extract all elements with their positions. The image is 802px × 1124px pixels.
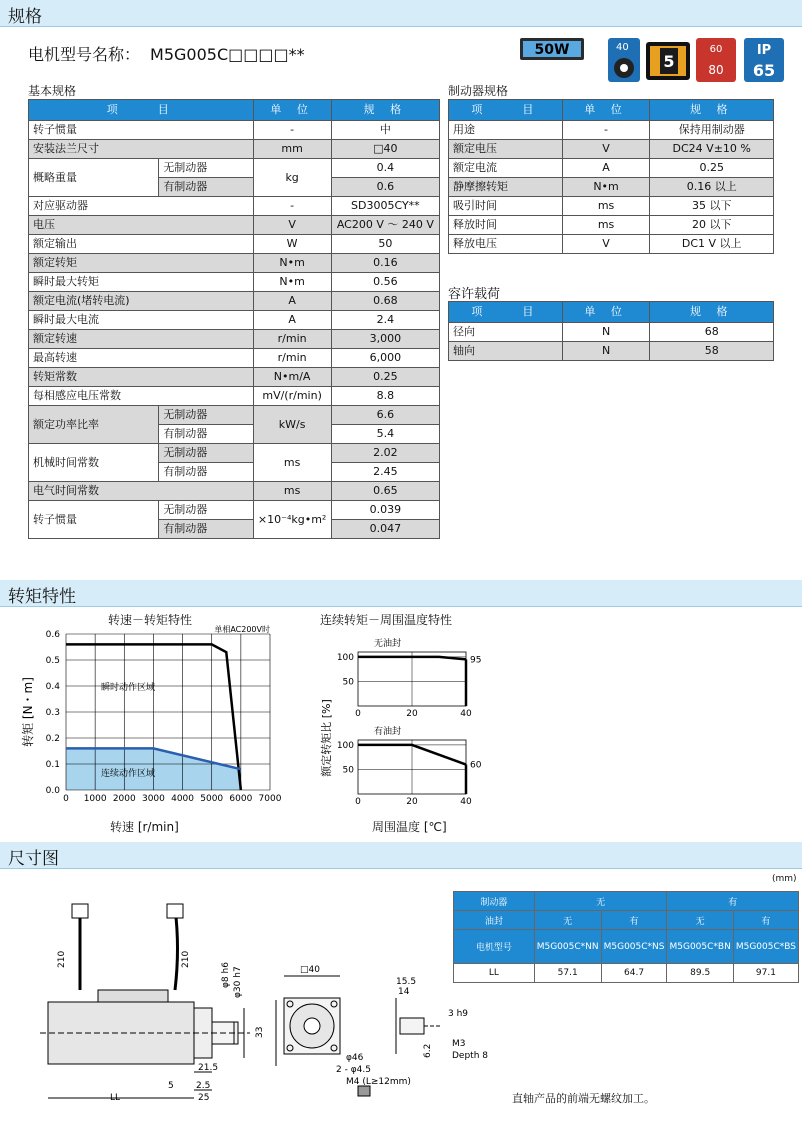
- badge-b3: 60: [709, 44, 723, 55]
- section-header-torque: [0, 580, 802, 607]
- section-title: 尺寸图: [8, 849, 59, 869]
- power-badge-icon: [520, 38, 584, 60]
- table-row: LL 57.1 64.7 89.5 97.1: [454, 964, 799, 983]
- dim-2-5: 2.5: [196, 1081, 211, 1091]
- table-header-row: [29, 100, 440, 121]
- chart-note: 单相AC200V时: [214, 625, 270, 634]
- y-tick-label: 50: [342, 765, 354, 776]
- load-table: [448, 301, 774, 361]
- chart1-title: 转速－转矩特性: [108, 613, 193, 627]
- end-value-label: 95: [470, 655, 482, 666]
- brake-spec-table: [448, 99, 774, 254]
- y-tick-label: 0.2: [45, 734, 60, 744]
- continuous-region-label: 连续动作区域: [100, 768, 155, 779]
- table-row: 最高转速 r/min 6,000: [29, 349, 440, 368]
- ip-badge-icon: [744, 38, 784, 82]
- table-row: 额定电压 V DC24 V±10 %: [449, 140, 774, 159]
- table-row: 释放电压 V DC1 V 以上: [449, 235, 774, 254]
- dim-6-2: 6.2: [423, 1043, 433, 1058]
- table-row: 电机型号 M5G005C*NN M5G005C*NS M5G005C*BN M5G005C*BS: [454, 930, 799, 964]
- unit-note: (mm): [772, 874, 797, 884]
- dim-210b: 210: [181, 950, 191, 968]
- dimension-table: [453, 891, 799, 983]
- table-row: 对应驱动器 - SD3005CY**: [29, 197, 440, 216]
- size-badge-icon: [696, 38, 736, 82]
- section-header-dims: [0, 842, 802, 869]
- y-axis-label: 转矩 [N・m]: [21, 677, 35, 747]
- badge-b4: IP: [756, 43, 772, 58]
- x-tick-label: 1000: [83, 794, 107, 804]
- x-tick-label: 20: [406, 797, 418, 807]
- temp-torque-chart: [318, 628, 498, 812]
- end-value-label: 60: [470, 760, 482, 771]
- table-row: 转子惯量 无制动器 ×10⁻⁴kg•m² 0.039: [29, 501, 440, 520]
- x-tick-label: 40: [460, 709, 472, 719]
- dims-note: 直轴产品的前端无螺纹加工。: [512, 1092, 655, 1105]
- header-value: 规 格: [331, 100, 439, 121]
- dim-210a: 210: [57, 950, 67, 968]
- table-row: 瞬时最大转矩 N•m 0.56: [29, 273, 440, 292]
- inertia-badge-icon: [646, 42, 690, 80]
- load-caption: 容许载荷: [448, 287, 501, 302]
- dim-hole: 2 - φ4.5: [336, 1065, 371, 1075]
- dim-5: 5: [168, 1081, 174, 1091]
- model-value: M5G005C□□□□**: [150, 45, 305, 64]
- chart1-xlabel: 转速 [r/min]: [110, 820, 179, 834]
- header-unit: 单 位: [253, 100, 331, 121]
- rating-badges: [520, 36, 790, 86]
- dim-21-5: 21.5: [198, 1063, 219, 1073]
- table-row: 机械时间常数 无制动器 ms 2.02: [29, 444, 440, 463]
- y-tick-label: 0.3: [45, 708, 60, 718]
- x-tick-label: 40: [460, 797, 472, 807]
- table-row: 电压 V AC200 V ～ 240 V: [29, 216, 440, 235]
- peak-region-label: 瞬时动作区域: [100, 683, 155, 693]
- table-row: 额定输出 W 50: [29, 235, 440, 254]
- y-tick-label: 0.5: [45, 656, 60, 666]
- motor-dimension-drawing: [0, 868, 488, 1124]
- table-row: 每相感应电压常数 mV/(r/min) 8.8: [29, 387, 440, 406]
- dim-m3: M3: [452, 1039, 466, 1049]
- badge-b2: 5: [663, 52, 675, 71]
- dim-m4: M4 (L≥12mm): [346, 1077, 411, 1087]
- badge-b4b: 65: [752, 61, 776, 80]
- table-row: 转矩常数 N•m/A 0.25: [29, 368, 440, 387]
- x-tick-label: 2000: [112, 794, 136, 804]
- table-row: 有制动器 5.4: [29, 425, 440, 444]
- table-row: 吸引时间 ms 35 以下: [449, 197, 774, 216]
- table-row: 制动器 无 有: [454, 892, 799, 911]
- y-tick-label: 0.1: [45, 760, 60, 770]
- x-tick-label: 0: [355, 797, 361, 807]
- dim-14: 14: [398, 987, 410, 997]
- table-row: 转子惯量 - 中: [29, 121, 440, 140]
- dim-3h9: 3 h9: [448, 1009, 469, 1019]
- dim-d30h7: φ30 h7: [233, 966, 243, 998]
- table-row: 额定电流 A 0.25: [449, 159, 774, 178]
- y-tick-label: 0.6: [45, 630, 60, 640]
- section-title: 转矩特性: [8, 587, 76, 607]
- table-row: 有制动器 2.45: [29, 463, 440, 482]
- table-row: 有制动器 0.047: [29, 520, 440, 539]
- panel-label: 有油封: [374, 727, 402, 737]
- y-axis-label: 额定转矩比 [%]: [320, 699, 333, 777]
- panel-label: 无油封: [374, 639, 402, 649]
- table-header-row: 项 目 单 位 规 格: [449, 100, 774, 121]
- x-tick-label: 5000: [200, 794, 224, 804]
- model-name: [28, 42, 305, 65]
- badge-b1: 40: [616, 42, 629, 53]
- table-row: 瞬时最大电流 A 2.4: [29, 311, 440, 330]
- dim-40: □40: [300, 965, 320, 975]
- model-label: 电机型号名称：: [28, 45, 141, 64]
- x-tick-label: 20: [406, 709, 418, 719]
- dim-15-5: 15.5: [396, 977, 417, 987]
- table-row: 静摩擦转矩 N•m 0.16 以上: [449, 178, 774, 197]
- header-item: 项 目: [29, 100, 254, 121]
- x-tick-label: 0: [63, 794, 69, 804]
- y-tick-label: 0.0: [45, 786, 60, 796]
- dim-33: 33: [255, 1026, 265, 1038]
- table-row: 安装法兰尺寸 mm □40: [29, 140, 440, 159]
- section-header-spec: [0, 0, 802, 27]
- chart2-xlabel: 周围温度 [℃]: [372, 820, 447, 834]
- table-row: 轴向 N 58: [449, 342, 774, 361]
- y-tick-label: 50: [342, 677, 354, 688]
- dim-25: 25: [198, 1093, 210, 1103]
- table-row: 有制动器 0.6: [29, 178, 440, 197]
- section-title: 规格: [8, 7, 42, 27]
- table-row: 额定转速 r/min 3,000: [29, 330, 440, 349]
- x-tick-label: 0: [355, 709, 361, 719]
- table-row: 径向 N 68: [449, 323, 774, 342]
- table-row: 油封 无 有 无 有: [454, 911, 799, 930]
- y-tick-label: 0.4: [45, 682, 60, 692]
- table-row: 额定功率比率 无制动器 kW/s 6.6: [29, 406, 440, 425]
- table-row: 用途 - 保持用制动器: [449, 121, 774, 140]
- x-tick-label: 4000: [171, 794, 195, 804]
- x-tick-label: 6000: [229, 794, 253, 804]
- table-row: 额定电流(堵转电流) A 0.68: [29, 292, 440, 311]
- y-tick-label: 100: [336, 740, 354, 751]
- brake-spec-caption: 制动器规格: [448, 84, 509, 98]
- dim-46: φ46: [346, 1053, 364, 1063]
- table-row: 概略重量 无制动器 kg 0.4: [29, 159, 440, 178]
- encoder-badge-icon: [608, 38, 640, 82]
- table-header-row: 项 目 单 位 规 格: [449, 302, 774, 323]
- basic-spec-caption: 基本规格: [28, 84, 77, 98]
- table-row: 释放时间 ms 20 以下: [449, 216, 774, 235]
- x-tick-label: 7000: [258, 794, 282, 804]
- x-tick-label: 3000: [141, 794, 165, 804]
- dim-ll: LL: [110, 1093, 121, 1103]
- dim-d8h6: φ8 h6: [221, 962, 231, 988]
- speed-torque-chart: [10, 620, 310, 810]
- dim-depth: Depth 8: [452, 1051, 488, 1061]
- badge-b3b: 80: [708, 63, 724, 77]
- y-tick-label: 100: [336, 652, 354, 663]
- badge-power: 50W: [534, 42, 570, 58]
- basic-spec-table: [28, 99, 440, 539]
- shaft-detail: [400, 1018, 424, 1034]
- chart2-title: 连续转矩－周围温度特性: [320, 613, 453, 627]
- table-row: 额定转矩 N•m 0.16: [29, 254, 440, 273]
- table-row: 电气时间常数 ms 0.65: [29, 482, 440, 501]
